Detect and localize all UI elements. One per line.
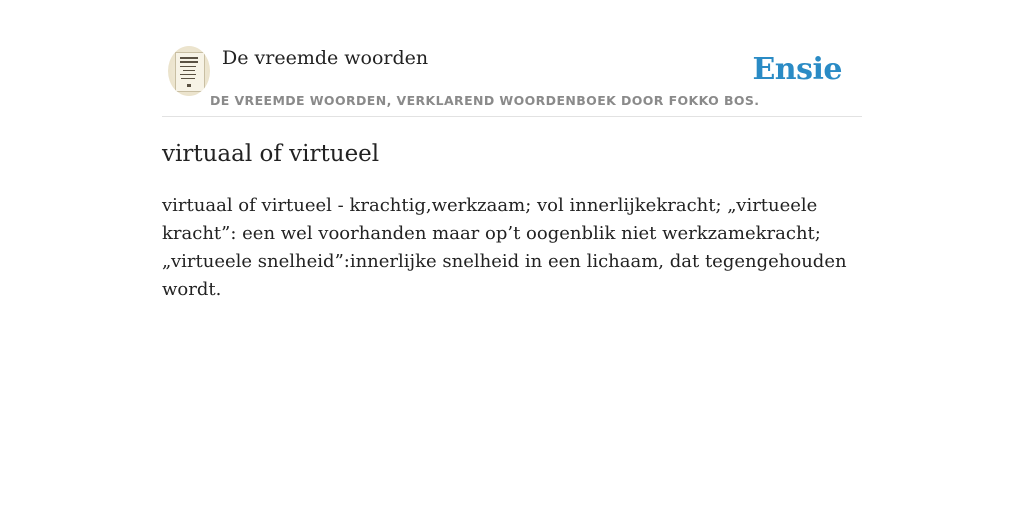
entry-title: virtuaal of virtueel bbox=[162, 141, 380, 167]
brand-logo[interactable]: Ensie bbox=[752, 52, 842, 87]
book-subtitle: DE VREEMDE WOORDEN, VERKLAREND WOORDENBOEK DOOR FOKKO BOS. bbox=[210, 93, 760, 108]
book-cover-icon[interactable] bbox=[168, 46, 210, 96]
book-title[interactable]: De vreemde woorden bbox=[222, 47, 429, 69]
entry-definition: virtuaal of virtueel - krachtig,werkzaam; vol innerlijkekracht; „virtueele kracht”: een wel voorhanden maar op’t oogenblik niet werkzamekracht; „virtueele snelheid”:innerlijke snelheid in een lichaam, dat tegengehouden wordt. bbox=[162, 195, 847, 300]
book-cover-page bbox=[175, 52, 205, 92]
page-container bbox=[162, 0, 862, 300]
header bbox=[162, 0, 862, 117]
